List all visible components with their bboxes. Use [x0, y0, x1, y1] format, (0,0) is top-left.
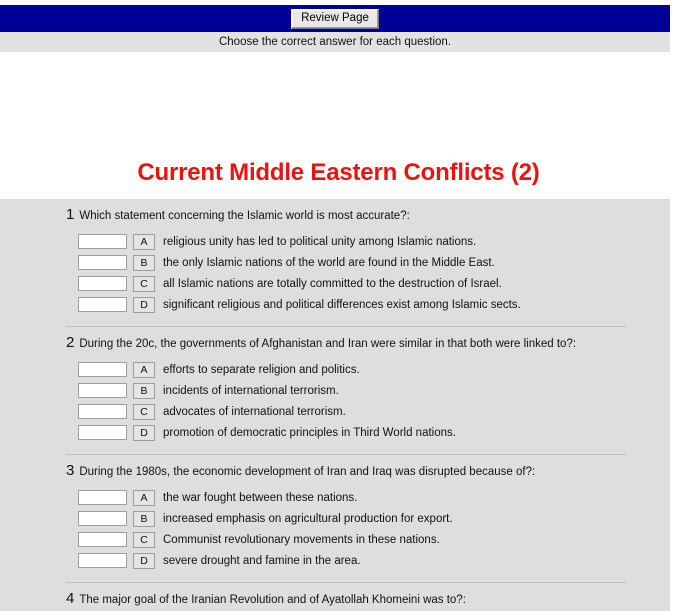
option-text: incidents of international terrorism.: [163, 384, 339, 397]
option-letter-button[interactable]: C: [133, 532, 155, 548]
option-row: [78, 380, 670, 401]
question-number: 3: [66, 462, 75, 479]
answer-input[interactable]: [78, 383, 127, 398]
question-text: During the 1980s, the economic development of Iran and Iraq was disrupted because of?:: [79, 466, 536, 478]
question-block: [0, 326, 670, 443]
option-row: [78, 252, 670, 273]
question-number: 4: [66, 590, 75, 607]
option-row: [78, 294, 670, 315]
answer-input[interactable]: [78, 490, 127, 505]
option-text: the war fought between these nations.: [163, 491, 358, 504]
answer-input[interactable]: [78, 511, 127, 526]
option-text: efforts to separate religion and politics.: [163, 363, 360, 376]
option-letter-button[interactable]: A: [133, 490, 155, 506]
answer-input[interactable]: [78, 255, 127, 270]
option-letter-button[interactable]: B: [133, 383, 155, 399]
question-text: The major goal of the Iranian Revolution and of Ayatollah Khomeini was to?:: [79, 594, 466, 606]
option-list: [0, 351, 670, 443]
questions-panel: [0, 199, 670, 611]
option-row: [78, 422, 670, 443]
question-header: [0, 455, 670, 479]
answer-input[interactable]: [78, 234, 127, 249]
instruction-bar: [0, 32, 670, 52]
option-text: Communist revolutionary movements in these nations.: [163, 533, 440, 546]
option-text: the only Islamic nations of the world are found in the Middle East.: [163, 256, 495, 269]
option-letter-button[interactable]: D: [133, 297, 155, 313]
option-row: [78, 508, 670, 529]
option-row: [78, 487, 670, 508]
option-letter-button[interactable]: D: [133, 425, 155, 441]
answer-input[interactable]: [78, 276, 127, 291]
title-area: [0, 52, 677, 199]
option-list: [0, 479, 670, 571]
instruction-area: [0, 32, 677, 52]
questions-area: [0, 199, 677, 611]
question-header: [0, 583, 670, 607]
option-text: all Islamic nations are totally committed to the destruction of Israel.: [163, 277, 502, 290]
question-header: [0, 327, 670, 351]
answer-input[interactable]: [78, 404, 127, 419]
option-letter-button[interactable]: C: [133, 404, 155, 420]
option-letter-button[interactable]: A: [133, 362, 155, 378]
answer-input[interactable]: [78, 362, 127, 377]
option-letter-button[interactable]: B: [133, 255, 155, 271]
option-text: promotion of democratic principles in Third World nations.: [163, 426, 456, 439]
question-text: Which statement concerning the Islamic world is most accurate?:: [79, 210, 410, 222]
option-row: [78, 529, 670, 550]
option-list: [0, 223, 670, 315]
option-text: religious unity has led to political unity among Islamic nations.: [163, 235, 477, 248]
toolbar-area: [0, 0, 677, 32]
option-letter-button[interactable]: C: [133, 276, 155, 292]
answer-input[interactable]: [78, 297, 127, 312]
question-block: [0, 454, 670, 571]
question-number: 2: [66, 334, 75, 351]
answer-input[interactable]: [78, 553, 127, 568]
option-row: [78, 550, 670, 571]
option-letter-button[interactable]: A: [133, 234, 155, 250]
option-text: advocates of international terrorism.: [163, 405, 346, 418]
question-header: [0, 199, 670, 223]
question-block: [0, 199, 670, 315]
option-text: significant religious and political differences exist among Islamic sects.: [163, 298, 521, 311]
option-text: severe drought and famine in the area.: [163, 554, 361, 567]
option-letter-button[interactable]: B: [133, 511, 155, 527]
answer-input[interactable]: [78, 532, 127, 547]
option-row: [78, 401, 670, 422]
page-title: Current Middle Eastern Conflicts (2): [137, 159, 540, 186]
instruction-text: Choose the correct answer for each question.: [218, 36, 452, 48]
option-row: [78, 231, 670, 252]
option-row: [78, 359, 670, 380]
review-page-button[interactable]: Review Page: [291, 9, 379, 29]
option-row: [78, 273, 670, 294]
option-text: increased emphasis on agricultural production for export.: [163, 512, 453, 525]
answer-input[interactable]: [78, 425, 127, 440]
question-text: During the 20c, the governments of Afghanistan and Iran were similar in that both were linked to?:: [79, 338, 577, 350]
question-number: 1: [66, 206, 75, 223]
top-toolbar: [0, 5, 670, 32]
option-letter-button[interactable]: D: [133, 553, 155, 569]
question-block: [0, 582, 670, 607]
